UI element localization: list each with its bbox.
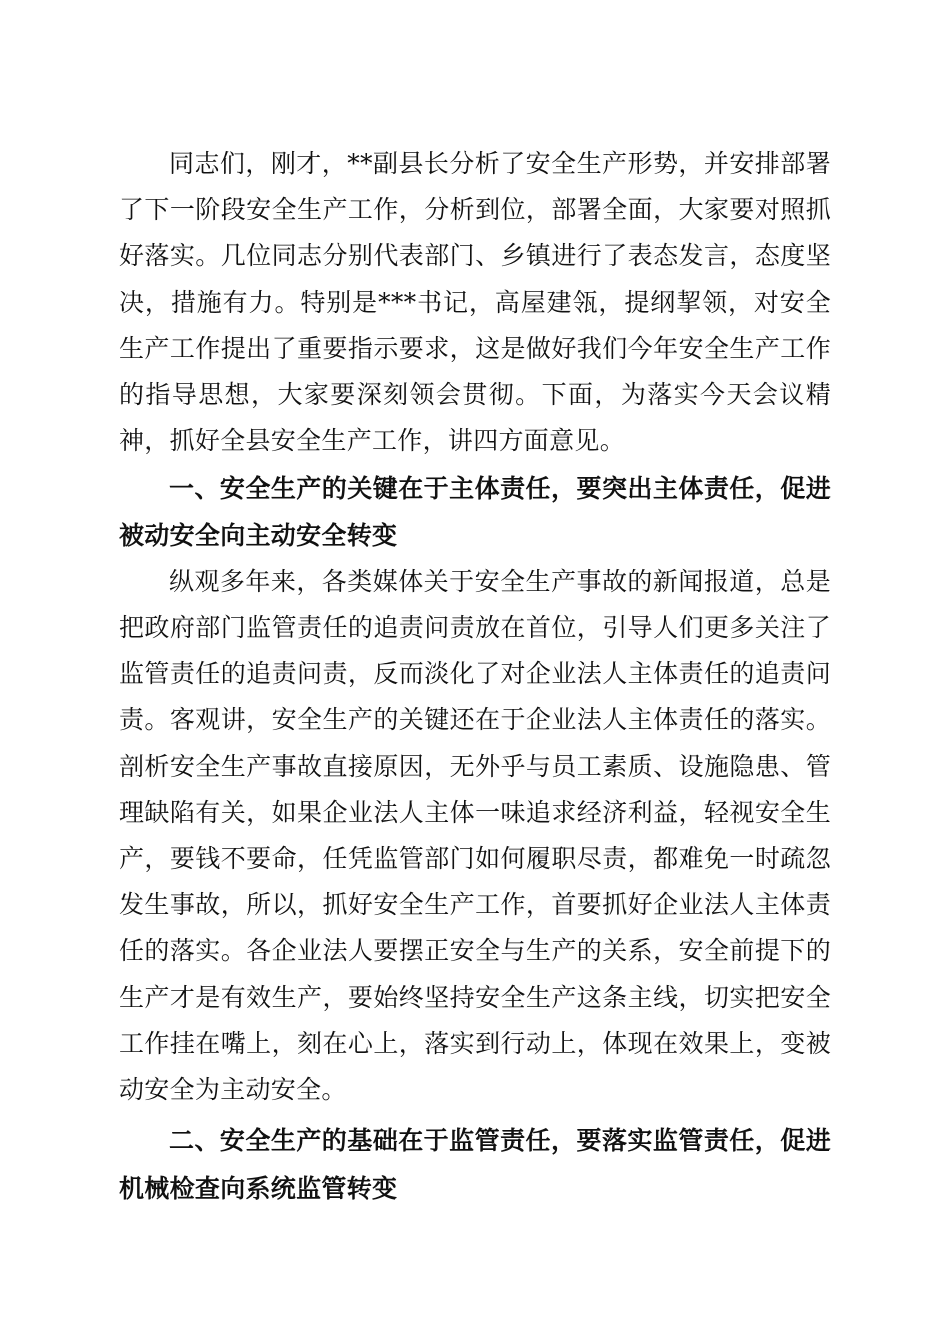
document-body [119,141,831,1213]
section-heading-2: 二、安全生产的基础在于监管责任，要落实监管责任，促进机械检查向系统监管转变 [119,1126,831,1204]
section-1-paragraph: 纵观多年来，各类媒体关于安全生产事故的新闻报道，总是把政府部门监管责任的追责问责放在首位，引导人们更多关注了监管责任的追责问责，反而淡化了对企业法人主体责任的追责问责。客观讲，安全生产的关键还在于企业法人主体责任的落实。剖析安全生产事故直接原因，无外乎与员工素质、设施隐患、管理缺陷有关，如果企业法人主体一味追求经济利益，轻视安全生产，要钱不要命，任凭监管部门如何履职尽责，都难免一时疏忽发生事故，所以，抓好安全生产工作，首要抓好企业法人主体责任的落实。各企业法人要摆正安全与生产的关系，安全前提下的生产才是有效生产，要始终坚持安全生产这条主线，切实把安全工作挂在嘴上，刻在心上，落实到行动上，体现在效果上，变被动安全为主动安全。 [119,566,831,1105]
section-heading-1: 一、安全生产的关键在于主体责任，要突出主体责任，促进被动安全向主动安全转变 [119,474,831,550]
intro-paragraph: 同志们，刚才，**副县长分析了安全生产形势，并安排部署了下一阶段安全生产工作，分析到位，部署全面，大家要对照抓好落实。几位同志分别代表部门、乡镇进行了表态发言，态度坚决，措施有力。特别是***书记，高屋建瓴，提纲挈领，对安全生产工作提出了重要指示要求，这是做好我们今年安全生产工作的指导思想，大家要深刻领会贯彻。下面，为落实今天会议精神，抓好全县安全生产工作，讲四方面意见。 [119,149,831,456]
